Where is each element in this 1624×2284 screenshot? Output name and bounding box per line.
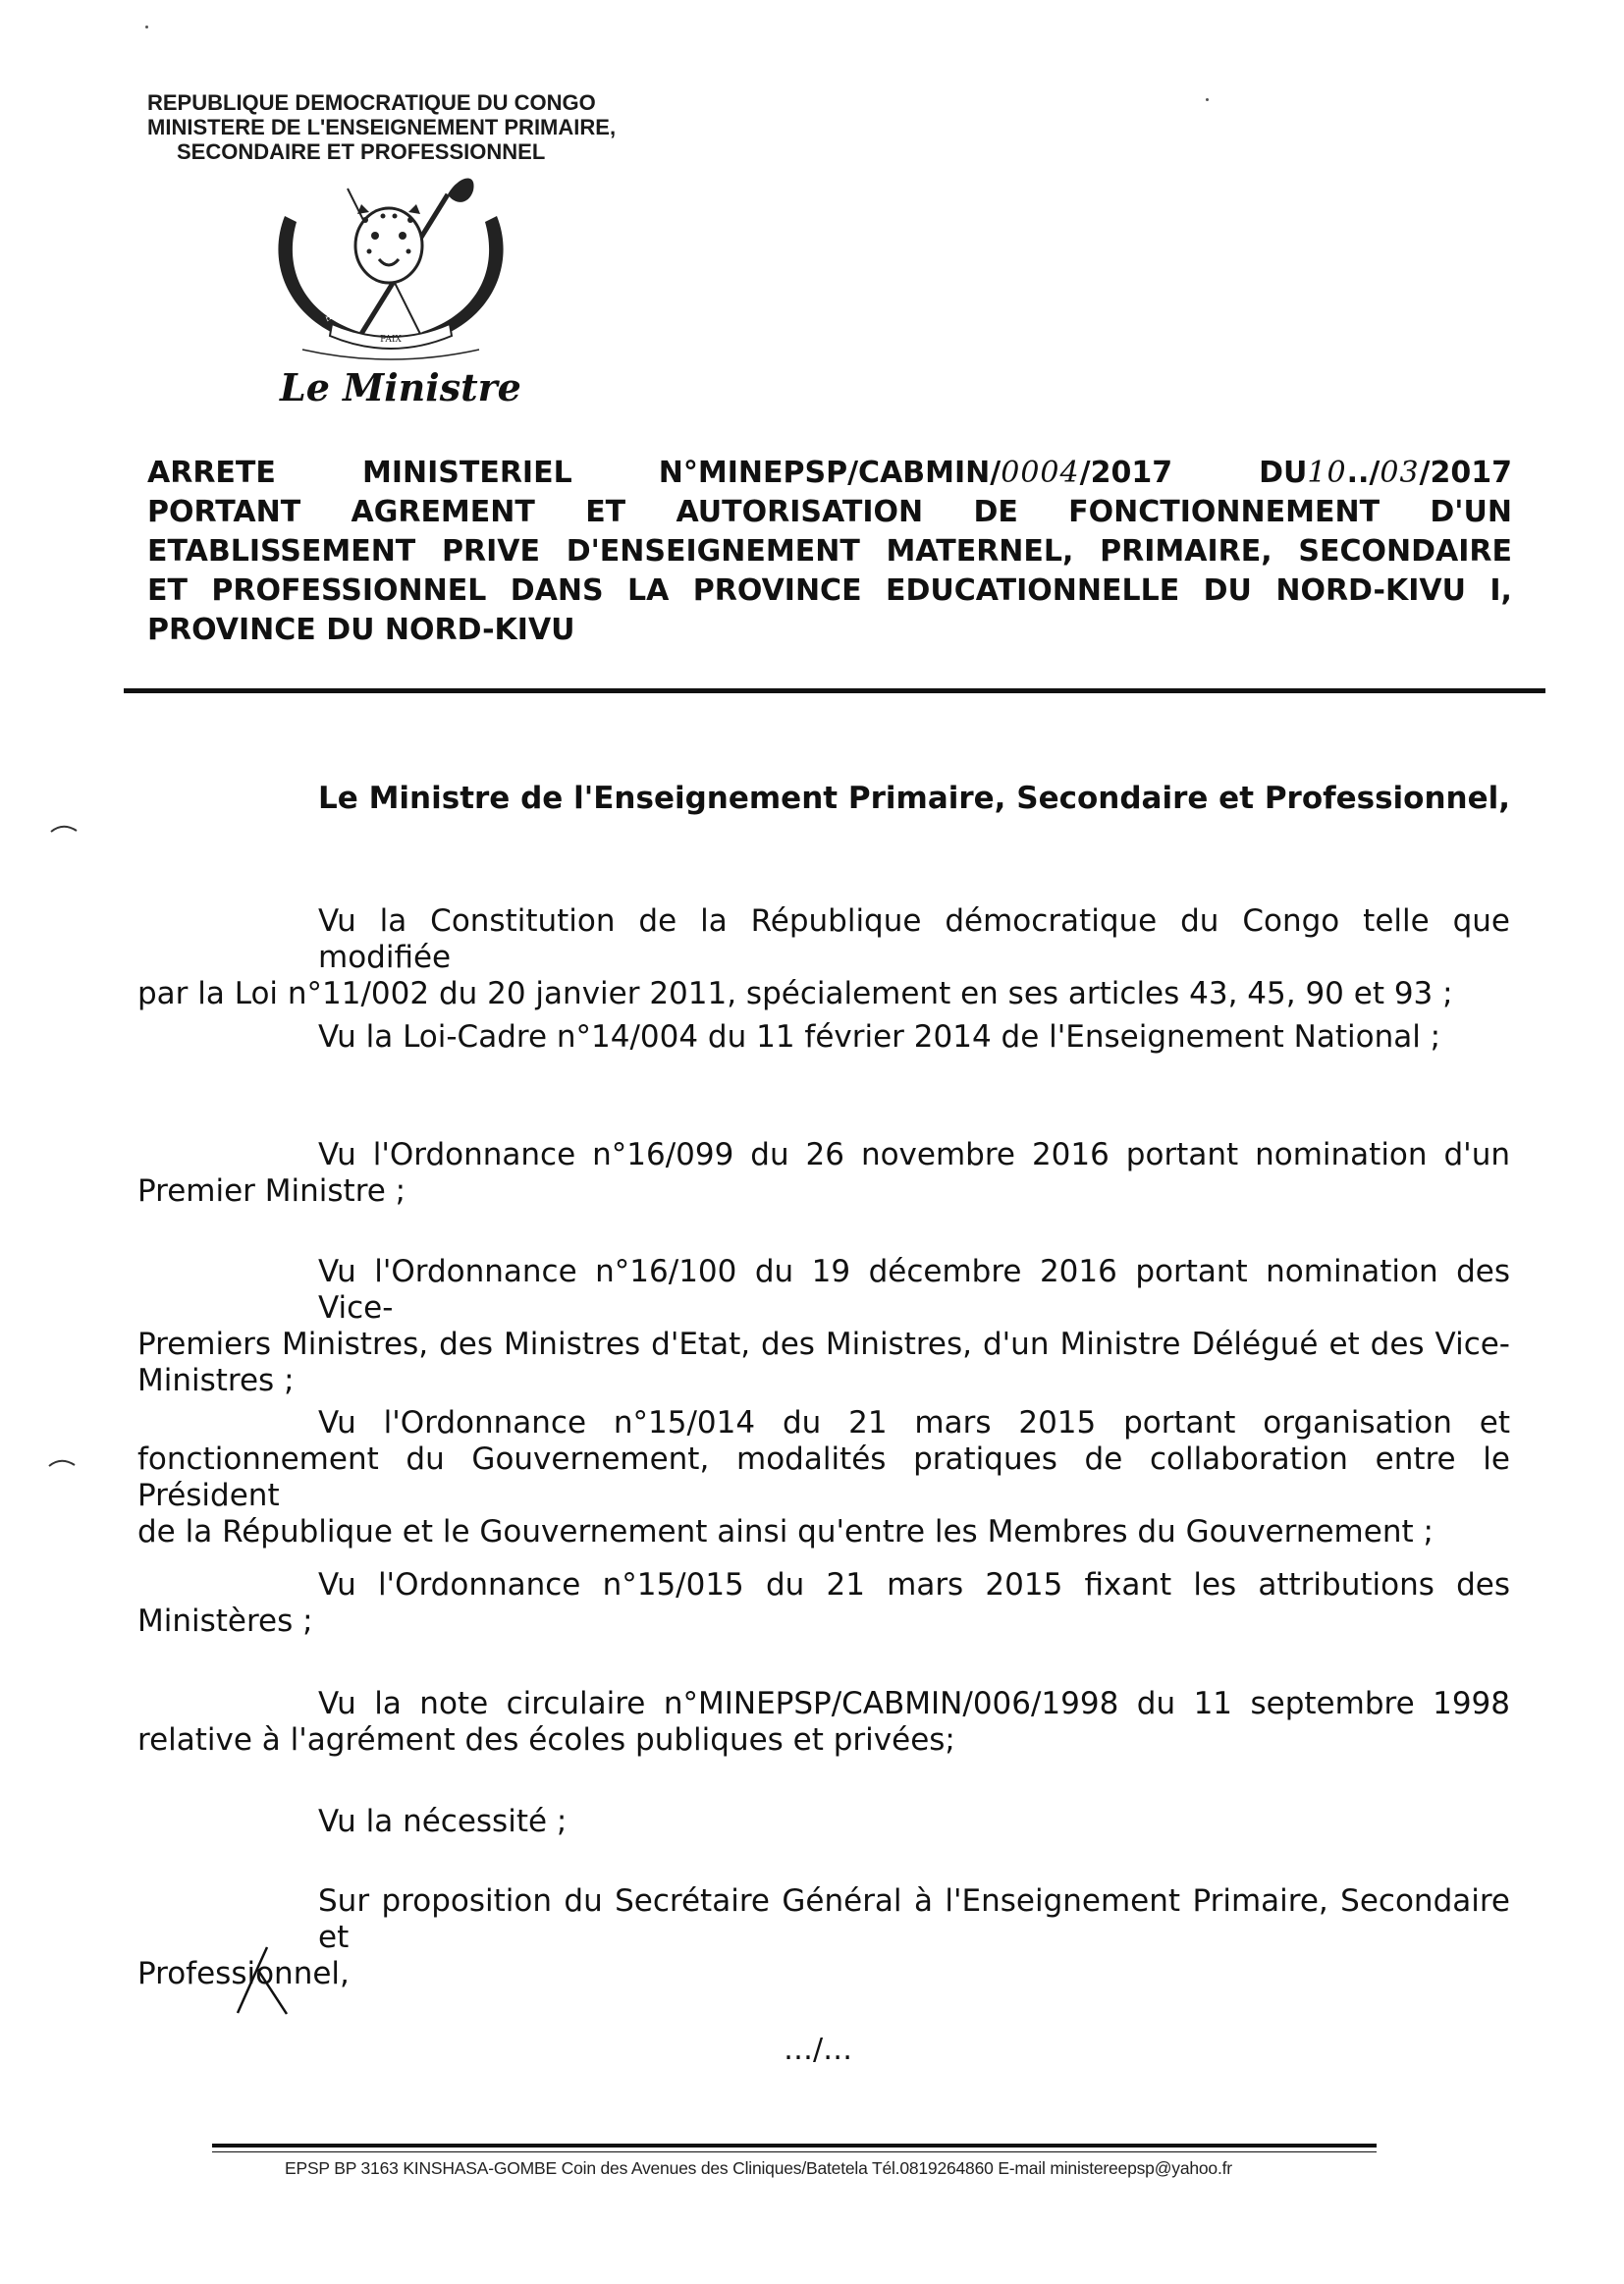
paragraph-line: Vu l'Ordonnance n°15/015 du 21 mars 2015 fixant les attributions des (318, 1567, 1510, 1603)
title-word: PRIVE (442, 534, 540, 569)
paragraph-line: Ministres ; (137, 1363, 295, 1398)
title-line-2 (147, 493, 1512, 532)
paragraph-line: Vu la Loi-Cadre n°14/004 du 11 février 2014 de l'Enseignement National ; (318, 1019, 1441, 1055)
title-word: AGREMENT (351, 495, 535, 529)
footer-divider (212, 2144, 1377, 2148)
consideration-paragraph (137, 1567, 1510, 1640)
signatory-heading: Le Ministre de l'Enseignement Primaire, Secondaire et Professionnel, (318, 781, 1511, 816)
paragraph-line: Premier Ministre ; (137, 1173, 406, 1209)
paragraph-line: Vu l'Ordonnance n°16/099 du 26 novembre 2016 portant nomination d'un (318, 1137, 1510, 1172)
title-word: PROFESSIONNEL (211, 573, 487, 608)
footer-divider-thin (212, 2151, 1377, 2152)
title-word: LA (627, 573, 670, 608)
letterhead-country: REPUBLIQUE DEMOCRATIQUE DU CONGO (147, 90, 596, 115)
decree-number (659, 454, 1172, 493)
motto-paix: PAIX (380, 335, 402, 345)
title-word: DE (973, 495, 1018, 529)
margin-mark (49, 823, 79, 835)
title-divider (124, 688, 1545, 693)
paragraph-line: par la Loi n°11/002 du 20 janvier 2011, spécialement en ses articles 43, 45, 90 et 93 ; (137, 976, 1453, 1011)
decree-date-sep: ../ (1346, 456, 1380, 490)
title-word: PRIMAIRE, (1100, 534, 1272, 569)
decree-date-prefix: DU (1259, 456, 1308, 490)
decree-date-month: 03 (1380, 456, 1420, 490)
scan-speck (1206, 98, 1209, 101)
paragraph-line: relative à l'agrément des écoles publiques et privées; (137, 1722, 955, 1758)
decree-number-suffix: /2017 (1079, 456, 1173, 490)
title-word: SECONDAIRE (1298, 534, 1512, 569)
decree-date (1259, 454, 1512, 493)
consideration-paragraph (137, 1137, 1510, 1210)
title-word: PROVINCE (692, 573, 862, 608)
motto-justice: JUSTICE (311, 282, 335, 323)
consideration-paragraph (137, 1686, 1510, 1759)
consideration-paragraph (137, 1254, 1510, 1399)
minister-script-label: Le Ministre (280, 365, 521, 409)
paragraph-line: Vu la Constitution de la République démocratique du Congo telle que modifiée (318, 903, 1510, 975)
decree-date-year: /2017 (1419, 456, 1512, 490)
motto-travail: TRAVAIL (457, 225, 480, 267)
title-word: I, (1489, 573, 1512, 608)
footer-address: EPSP BP 3163 KINSHASA-GOMBE Coin des Avenues des Cliniques/Batetela Tél.0819264860 E-mail ministereepsp@yahoo.fr (285, 2158, 1232, 2178)
consideration-paragraph (137, 1804, 1510, 1840)
letterhead (147, 90, 736, 164)
letterhead-ministry: MINISTERE DE L'ENSEIGNEMENT PRIMAIRE, (147, 115, 617, 139)
title-line-4 (147, 571, 1512, 611)
scan-speck (145, 26, 148, 28)
title-line-5: PROVINCE DU NORD-KIVU (147, 613, 575, 647)
title-word: MINISTERIEL (361, 456, 572, 490)
paragraph-line: Vu l'Ordonnance n°15/014 du 21 mars 2015 portant organisation et (318, 1405, 1510, 1441)
decree-title (147, 454, 1512, 650)
paragraph-line: Vu l'Ordonnance n°16/100 du 19 décembre 2016 portant nomination des Vice- (318, 1254, 1510, 1326)
title-word: DANS (510, 573, 604, 608)
paragraph-line: Vu la note circulaire n°MINEPSP/CABMIN/006/1998 du 11 septembre 1998 (318, 1686, 1510, 1721)
title-word: ETABLISSEMENT (147, 534, 416, 569)
decree-number-handwritten: 0004 (1001, 456, 1080, 490)
title-word: PORTANT (147, 495, 301, 529)
title-word: D'UN (1430, 495, 1512, 529)
paragraph-line: Professionnel, (137, 1956, 350, 1991)
paragraph-line: Vu la nécessité ; (318, 1804, 568, 1839)
paragraph-line: Sur proposition du Secrétaire Général à l'Enseignement Primaire, Secondaire et (318, 1883, 1510, 1955)
title-word: ET (585, 495, 626, 529)
title-word: NORD-KIVU (1275, 573, 1466, 608)
decree-date-day: 10 (1307, 456, 1347, 490)
consideration-paragraph (137, 1883, 1510, 1992)
coat-of-arms-emblem (263, 177, 518, 373)
consideration-paragraph (137, 903, 1510, 1012)
title-word: AUTORISATION (676, 495, 924, 529)
letterhead-ministry-cont: SECONDAIRE ET PROFESSIONNEL (177, 139, 546, 164)
title-word: FONCTIONNEMENT (1068, 495, 1380, 529)
paragraph-line: de la République et le Gouvernement ainsi qu'entre les Membres du Gouvernement ; (137, 1514, 1434, 1550)
title-word: EDUCATIONNELLE (886, 573, 1180, 608)
decree-number-prefix: N°MINEPSP/CABMIN/ (658, 456, 1001, 490)
consideration-paragraph (137, 1405, 1510, 1550)
paragraph-line: fonctionnement du Gouvernement, modalités pratiques de collaboration entre le Président (137, 1441, 1510, 1513)
title-word: DU (1203, 573, 1252, 608)
title-line-1 (147, 454, 1512, 493)
handwritten-initial (228, 1939, 297, 2018)
paragraph-line: Ministères ; (137, 1604, 313, 1639)
consideration-paragraph (137, 1019, 1510, 1056)
title-line-3 (147, 532, 1512, 571)
margin-mark (47, 1457, 77, 1469)
title-word: ET (147, 573, 188, 608)
title-word: D'ENSEIGNEMENT (566, 534, 860, 569)
page-continuation: …/… (784, 2033, 853, 2067)
title-word: ARRETE (147, 456, 276, 490)
paragraph-line: Premiers Ministres, des Ministres d'Etat, des Ministres, d'un Ministre Délégué et des Vice- (137, 1327, 1510, 1362)
title-word: MATERNEL, (886, 534, 1074, 569)
